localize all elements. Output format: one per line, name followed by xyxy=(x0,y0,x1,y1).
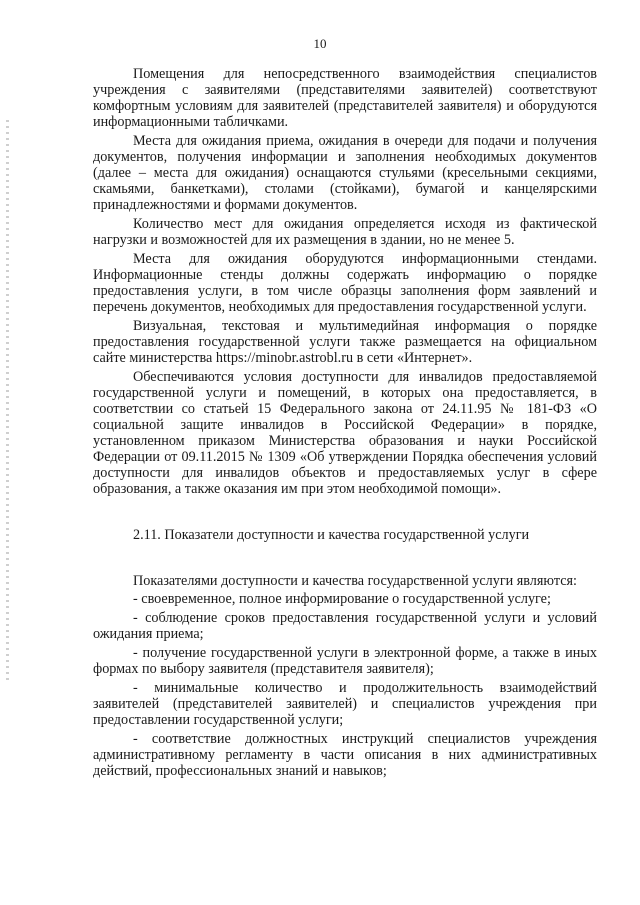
document-body xyxy=(93,66,597,782)
section-heading: 2.11. Показатели доступности и качества государственной услуги xyxy=(133,527,530,543)
page-number: 10 xyxy=(313,36,327,51)
scan-margin-mark xyxy=(6,120,9,680)
list-intro: Показателями доступности и качества государственной услуги являются: xyxy=(133,573,577,589)
paragraph: Места для ожидания оборудуются информационными стендами. Информационные стенды должны содержать информацию о порядке предоставления услуги, в том числе образцы заполнения форм заявлений и перечень документов, необходимых для предоставления государственной услуги. xyxy=(93,251,597,315)
paragraph: Обеспечиваются условия доступности для инвалидов предоставляемой государственной услуги и помещений, в которых она предоставляется, в соответствии со статьей 15 Федерального закона от 24.11.95 № 181-ФЗ «О социальной защите инвалидов в Российской Федерации» в порядке, установленном приказом Министерства образования и науки Российской Федерации от 09.11.2015 № 1309 «Об утверждении Порядка обеспечения условий доступности для инвалидов объектов и предоставляемых услуг в сфере образования, а также оказания им при этом необходимой помощи». xyxy=(93,369,597,497)
list-item: - минимальные количество и продолжительность взаимодействий заявителей (представителей заявителей) и специалистов учреждения при предоставлении государственной услуги; xyxy=(93,680,597,728)
list-item: - получение государственной услуги в электронной форме, а также в иных формах по выбору заявителя (представителя заявителя); xyxy=(93,645,597,677)
paragraph: Места для ожидания приема, ожидания в очереди для подачи и получения документов, получения информации и заполнения необходимых документов (далее – места для ожидания) оснащаются стульями (кресельными секциями, скамьями, банкетками), столами (стойками), бумагой и канцелярскими принадлежностями и формами документов. xyxy=(93,133,597,213)
paragraph: Помещения для непосредственного взаимодействия специалистов учреждения с заявителями (представителями заявителей) соответствуют комфортным условиям для заявителей (представителей заявителя) и оборудуются информационными табличками. xyxy=(93,66,597,130)
list-item: - своевременное, полное информирование о государственной услуге; xyxy=(133,591,551,607)
paragraph: Количество мест для ожидания определяется исходя из фактической нагрузки и возможностей для их размещения в здании, но не менее 5. xyxy=(93,216,597,248)
list-item: - соответствие должностных инструкций специалистов учреждения административному регламенту в части описания в них административных действий, профессиональных знаний и навыков; xyxy=(93,731,597,779)
paragraph: Визуальная, текстовая и мультимедийная информация о порядке предоставления государственной услуги также размещается на официальном сайте министерства https://minobr.astrobl.ru в сети «Интернет». xyxy=(93,318,597,366)
list-item: - соблюдение сроков предоставления государственной услуги и условий ожидания приема; xyxy=(93,610,597,642)
